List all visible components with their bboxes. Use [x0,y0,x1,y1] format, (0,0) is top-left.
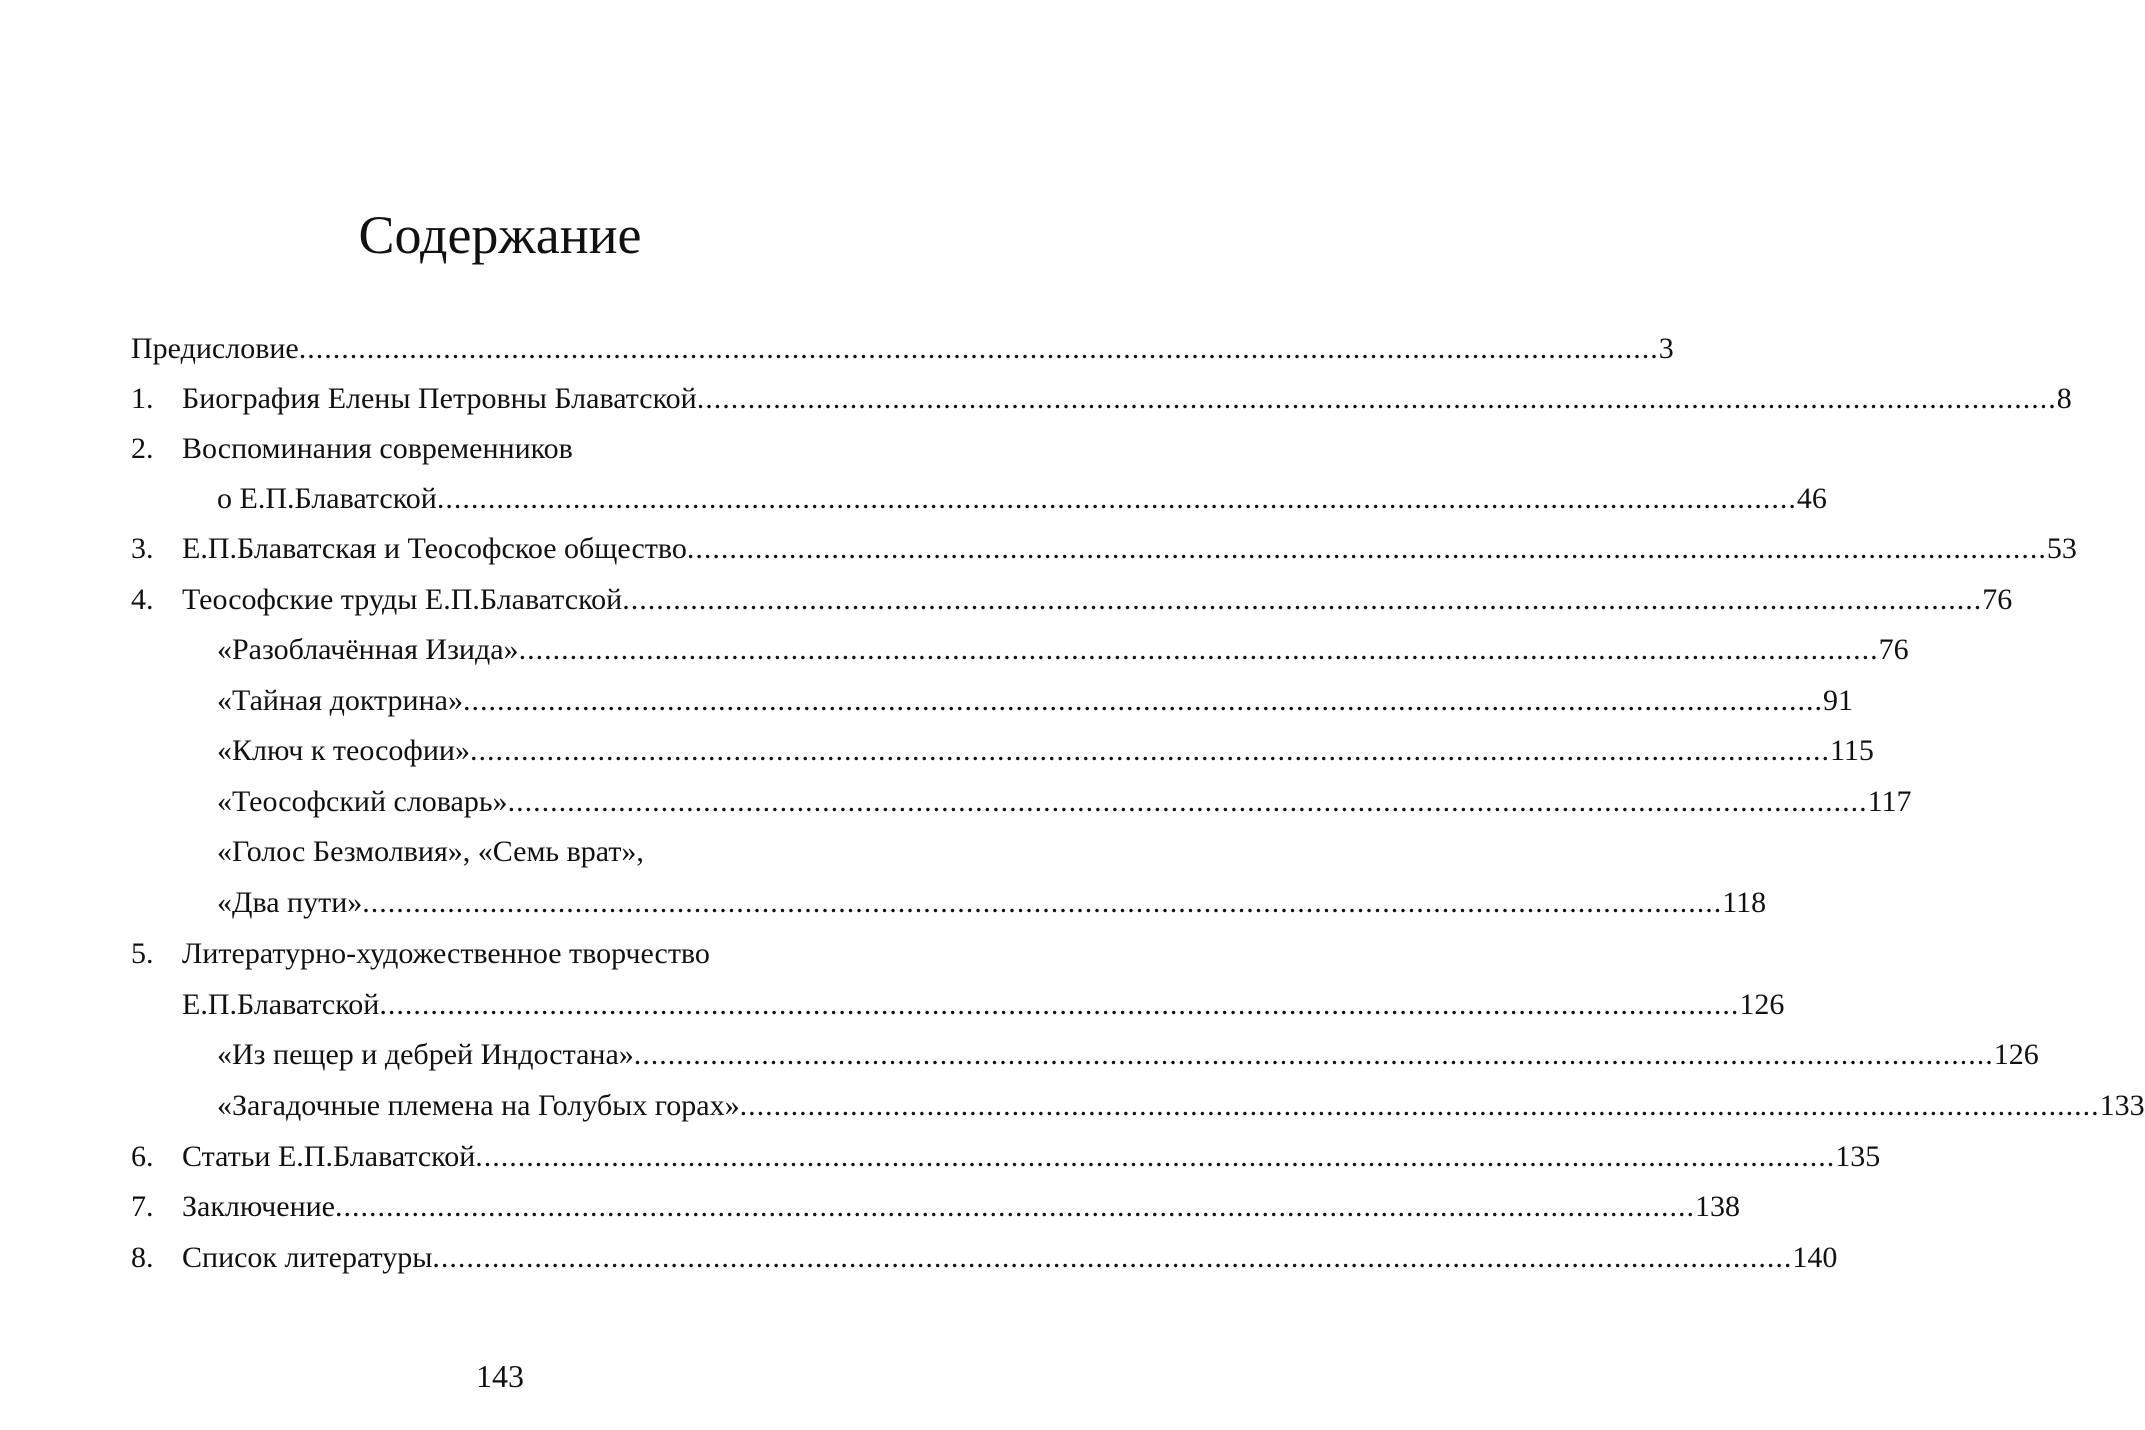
toc-entry-title: Литературно-художественное творчество [182,937,710,970]
toc-leader-dots: ................................................................................................................................................................ [696,382,2057,415]
page-title: Содержание [358,205,642,265]
toc-row-4-2 [0,676,1853,726]
toc-leader-dots: ................................................................................................................................................................ [507,785,1868,818]
toc-row-4-5-cont [0,878,1767,928]
toc-entry-page: 133 [2099,1089,2145,1122]
toc-entry[interactable] [182,1132,1881,1182]
toc-entry-title: Заключение [182,1190,335,1223]
toc-leader-dots: ................................................................................................................................................................ [335,1190,1695,1223]
toc-entry-title: Е.П.Блаватской [182,988,380,1021]
toc-leader-dots: ................................................................................................................................................................ [432,1241,1793,1274]
toc-row-5-2 [0,1081,2145,1131]
toc-entry-title: Е.П.Блаватская и Теософское общество [182,532,687,565]
toc-row-4-4 [0,777,1912,827]
toc-row-5 [0,929,1000,979]
toc-entry-page: 118 [1722,886,1767,919]
toc-entry-number: 3. [131,532,154,565]
toc-row-2-cont [0,474,1827,524]
toc-entry-page: 76 [1878,633,1909,666]
toc-entry[interactable] [182,575,2013,625]
toc-entry[interactable] [217,777,1912,827]
toc-leader-dots: ................................................................................................................................................................ [469,734,1830,767]
toc-entry-page: 91 [1822,684,1853,717]
toc-row-4-3 [0,726,1874,776]
toc-leader-dots: ................................................................................................................................................................ [739,1089,2100,1122]
toc-entry-page: 46 [1796,482,1827,515]
toc-row-4-1 [0,625,1909,675]
toc-entry-title: «Тайная доктрина» [217,684,463,717]
toc-row-1 [0,374,2072,424]
toc-entry[interactable] [217,676,1853,726]
toc-row-preface [0,324,1674,374]
toc-entry-title: «Из пещер и дебрей Индостана» [217,1038,634,1071]
toc-entry-title: Предисловие [131,332,299,365]
toc-leader-dots: ................................................................................................................................................................ [462,684,1823,717]
toc-entry[interactable] [217,625,1909,675]
toc-entry[interactable] [131,324,1674,374]
toc-row-4 [0,575,2013,625]
toc-entry-page: 140 [1792,1241,1838,1274]
page-number: 143 [476,1358,524,1394]
toc-leader-dots: ................................................................................................................................................................ [379,988,1740,1021]
toc-row-3 [0,524,2077,574]
toc-entry-page: 135 [1835,1140,1881,1173]
toc-entry-title: о Е.П.Блаватской [217,482,437,515]
toc-entry-page: 126 [1739,988,1785,1021]
toc-entry[interactable] [217,726,1874,776]
toc-entry-title: Теософские труды Е.П.Блаватской [182,583,623,616]
toc-entry-title: «Ключ к теософии» [217,734,470,767]
toc-entry-number: 5. [131,937,154,970]
toc-leader-dots: ................................................................................................................................................................ [518,633,1879,666]
toc-entry-page: 3 [1658,332,1674,365]
toc-row-7 [0,1182,1740,1232]
toc-entry-number: 2. [131,432,154,465]
toc-entry-page: 117 [1867,785,1912,818]
toc-entry-title: «Разоблачённая Изида» [217,633,519,666]
toc-entry-number: 7. [131,1190,154,1223]
toc-entry-page: 126 [1993,1038,2039,1071]
toc-row-5-cont [0,980,1785,1030]
toc-entry-number: 4. [131,583,154,616]
toc-entry-title: «Загадочные племена на Голубых горах» [217,1089,740,1122]
toc-row-2 [0,424,1000,474]
toc-entry[interactable] [217,827,644,877]
toc-entry-title: «Два пути» [217,886,363,919]
toc-entry-page: 8 [2056,382,2072,415]
toc-entry[interactable] [182,980,1785,1030]
toc-entry[interactable] [182,1182,1740,1232]
toc-entry-number: 8. [131,1241,154,1274]
toc-entry-title: Биография Елены Петровны Блаватской [182,382,697,415]
toc-entry-title: Статьи Е.П.Блаватской [182,1140,476,1173]
toc-entry[interactable] [182,374,2072,424]
toc-entry[interactable] [217,1030,2039,1080]
toc-entry-title: «Голос Безмолвия», «Семь врат», [217,835,644,868]
toc-entry-page: 76 [1982,583,2013,616]
toc-entry[interactable] [182,1233,1838,1283]
toc-row-5-1 [0,1030,2039,1080]
toc-row-6 [0,1132,1881,1182]
toc-entry[interactable] [217,474,1827,524]
toc-entry[interactable] [182,424,573,474]
toc-leader-dots: ................................................................................................................................................................ [622,583,1983,616]
toc-leader-dots: ................................................................................................................................................................ [298,332,1659,365]
toc-entry[interactable] [217,1081,2145,1131]
toc-entry[interactable] [217,878,1767,928]
toc-entry-number: 1. [131,382,154,415]
toc-entry-page: 115 [1829,734,1874,767]
toc-entry-title: Воспоминания современников [182,432,573,465]
toc-leader-dots: ................................................................................................................................................................ [362,886,1723,919]
toc-entry[interactable] [182,524,2077,574]
toc-row-4-5 [0,827,1000,877]
toc-leader-dots: ................................................................................................................................................................ [436,482,1797,515]
toc-leader-dots: ................................................................................................................................................................ [686,532,2047,565]
toc-entry-page: 138 [1695,1190,1740,1223]
toc-leader-dots: ................................................................................................................................................................ [475,1140,1836,1173]
toc-entry-number: 6. [131,1140,154,1173]
toc-entry-title: Список литературы [182,1241,433,1274]
toc-leader-dots: ................................................................................................................................................................ [633,1038,1994,1071]
toc-entry-title: «Теософский словарь» [217,785,508,818]
toc-entry[interactable] [182,929,710,979]
toc-entry-page: 53 [2046,532,2077,565]
toc-row-8 [0,1233,1838,1283]
